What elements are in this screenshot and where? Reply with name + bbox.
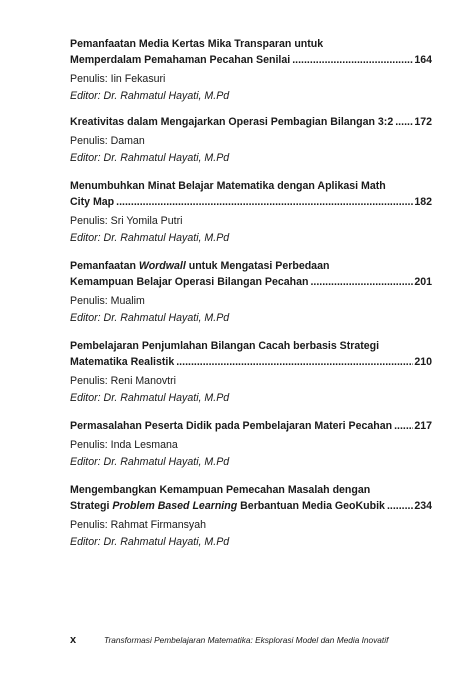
toc-entry-title: Pembelajaran Penjumlahan Bilangan Cacah berbasis Strategi — [70, 340, 380, 352]
toc-editor: Editor: Dr. Rahmatul Hayati, M.Pd — [70, 152, 230, 164]
dot-leader — [310, 274, 413, 290]
toc-editor: Editor: Dr. Rahmatul Hayati, M.Pd — [70, 392, 230, 404]
dot-leader — [176, 354, 413, 370]
toc-title-italic-fragment: Wordwall — [138, 260, 186, 272]
toc-entry-title-text: Permasalahan Peserta Didik pada Pembelajaran Materi Pecahan — [70, 420, 393, 432]
toc-editor: Editor: Dr. Rahmatul Hayati, M.Pd — [70, 536, 230, 548]
toc-editor: Editor: Dr. Rahmatul Hayati, M.Pd — [70, 90, 230, 102]
toc-entry-title-text: Kemampuan Belajar Operasi Bilangan Pecahan — [70, 276, 309, 288]
toc-entry-title: Mengembangkan Kemampuan Pemecahan Masalah dengan — [70, 484, 371, 496]
toc-page-number: 234 — [414, 500, 432, 512]
toc-author: Penulis: Daman — [70, 135, 145, 147]
toc-entry-title-leader — [70, 498, 432, 514]
toc-entry — [70, 418, 432, 470]
toc-entry-title: Menumbuhkan Minat Belajar Matematika dengan Aplikasi Math — [70, 180, 386, 192]
dot-leader — [292, 52, 413, 68]
toc-entry-title-text: City Map — [70, 196, 115, 208]
toc-entry — [70, 338, 432, 406]
footer-book-title: Transformasi Pembelajaran Matematika: Eksplorasi Model dan Media Inovatif — [104, 635, 389, 645]
toc-entry — [70, 178, 432, 246]
toc-title-fragment: untuk Mengatasi Perbedaan — [185, 260, 330, 272]
toc-title-fragment: Pemanfaatan — [70, 260, 139, 272]
dot-leader — [387, 498, 413, 514]
toc-editor: Editor: Dr. Rahmatul Hayati, M.Pd — [70, 456, 230, 468]
toc-entry-title-text: Kreativitas dalam Mengajarkan Operasi Pembagian Bilangan 3:2 — [70, 116, 394, 128]
toc-entry — [70, 258, 432, 326]
toc-entry-title-leader — [70, 354, 432, 370]
toc-page-number: 201 — [414, 276, 432, 288]
toc-editor: Editor: Dr. Rahmatul Hayati, M.Pd — [70, 232, 230, 244]
toc-author: Penulis: Inda Lesmana — [70, 439, 178, 451]
toc-page-number: 217 — [414, 420, 432, 432]
toc-entry-title: Pemanfaatan Media Kertas Mika Transparan untuk — [70, 38, 324, 50]
toc-page-number: 182 — [414, 196, 432, 208]
toc-entry-title-text: Memperdalam Pemahaman Pecahan Senilai — [70, 54, 291, 66]
toc-entry-title-text — [70, 498, 385, 514]
toc-entry-title-text: Matematika Realistik — [70, 356, 175, 368]
toc-entry-title-leader — [70, 418, 432, 434]
toc-entry — [70, 36, 432, 104]
toc-entry-title-leader — [70, 52, 432, 68]
dot-leader — [116, 194, 413, 210]
toc-entry-title-leader — [70, 194, 432, 210]
toc-title-fragment: Berbantuan Media GeoKubik — [237, 500, 385, 512]
toc-entry-title-leader — [70, 274, 432, 290]
page-footer — [70, 634, 450, 650]
footer-page-number: x — [70, 634, 77, 646]
toc-title-italic-fragment: Problem Based Learning — [112, 500, 238, 512]
toc-author: Penulis: Rahmat Firmansyah — [70, 519, 207, 531]
toc-page-number: 164 — [414, 54, 432, 66]
dot-leader — [395, 114, 413, 130]
toc-entry — [70, 114, 432, 166]
toc-author: Penulis: Mualim — [70, 295, 145, 307]
toc-entry-title-leader — [70, 114, 432, 130]
toc-title-fragment: Strategi — [70, 500, 113, 512]
toc-page-number: 172 — [414, 116, 432, 128]
toc-author: Penulis: Iin Fekasuri — [70, 73, 166, 85]
dot-leader — [394, 418, 413, 434]
toc-page-number: 210 — [414, 356, 432, 368]
toc-entry — [70, 482, 432, 550]
toc-author: Penulis: Reni Manovtri — [70, 375, 176, 387]
toc-entry-title — [70, 258, 432, 274]
toc-editor: Editor: Dr. Rahmatul Hayati, M.Pd — [70, 312, 230, 324]
toc-author: Penulis: Sri Yomila Putri — [70, 215, 183, 227]
